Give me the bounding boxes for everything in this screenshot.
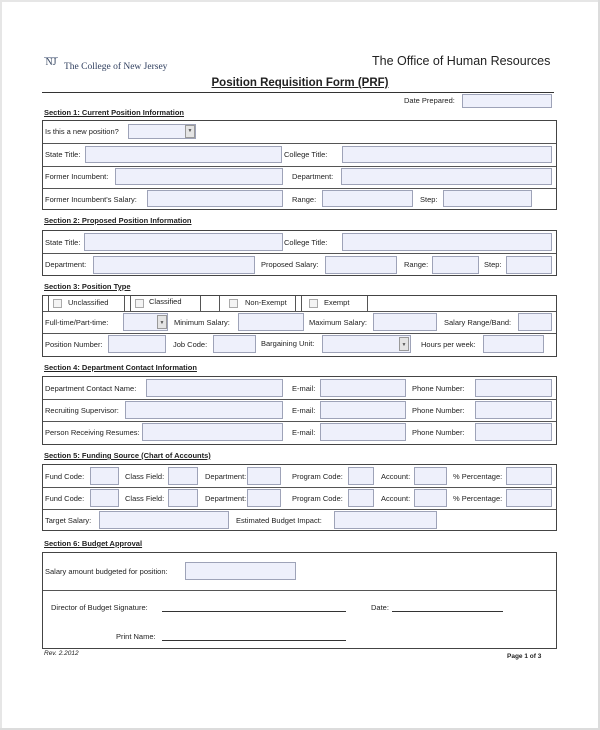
budget-impact-field[interactable] <box>334 511 437 529</box>
cell-divider <box>367 296 368 311</box>
account-label: Account: <box>381 472 411 481</box>
class-field-label: Class Field: <box>125 472 165 481</box>
max-salary-field[interactable] <box>373 313 437 331</box>
print-name-line[interactable] <box>162 640 346 641</box>
resumes-phone-field[interactable] <box>475 423 552 441</box>
account-field[interactable] <box>414 467 447 485</box>
dept-contact-label: Department Contact Name: <box>45 384 137 393</box>
range-field[interactable] <box>322 190 413 207</box>
chevron-down-icon[interactable]: ▼ <box>399 337 409 351</box>
dept-contact-email-field[interactable] <box>320 379 406 397</box>
proposed-state-title-label: State Title: <box>45 238 81 247</box>
account-label-2: Account: <box>381 494 411 503</box>
salary-band-field[interactable] <box>518 313 552 331</box>
section-5-title: Section 5: Funding Source (Chart of Accounts) <box>44 451 211 460</box>
college-title-field[interactable] <box>342 146 552 163</box>
job-code-label: Job Code: <box>173 340 208 349</box>
classified-checkbox[interactable] <box>135 299 144 308</box>
row-divider <box>43 188 556 189</box>
section-1-title: Section 1: Current Position Information <box>44 108 185 117</box>
department-field[interactable] <box>341 168 552 185</box>
proposed-range-label: Range: <box>404 260 429 269</box>
cell-divider <box>124 296 125 311</box>
row-divider <box>43 333 556 334</box>
header-divider <box>42 92 554 93</box>
date-prepared-label: Date Prepared: <box>404 96 455 105</box>
resumes-email-label: E-mail: <box>292 428 316 437</box>
resumes-phone-label: Phone Number: <box>412 428 465 437</box>
non-exempt-label: Non-Exempt <box>245 298 287 307</box>
target-salary-label: Target Salary: <box>45 516 92 525</box>
proposed-department-label: Department: <box>45 260 87 269</box>
min-salary-field[interactable] <box>238 313 304 331</box>
dept-contact-field[interactable] <box>146 379 283 397</box>
fund-department-field-2[interactable] <box>247 489 281 507</box>
college-name: The College of New Jersey <box>64 62 168 72</box>
college-title-label: College Title: <box>284 150 328 159</box>
section-6-title: Section 6: Budget Approval <box>44 539 143 548</box>
classified-label: Classified <box>149 297 182 306</box>
form-title: Position Requisition Form (PRF) <box>211 77 389 89</box>
proposed-college-title-field[interactable] <box>342 233 552 251</box>
class-field-field-2[interactable] <box>168 489 198 507</box>
new-position-label: Is this a new position? <box>45 127 119 136</box>
page-border-top <box>0 0 600 2</box>
row-divider <box>43 399 556 400</box>
date-prepared-field[interactable] <box>462 94 552 108</box>
college-logo-icon: NJ <box>44 57 58 76</box>
non-exempt-checkbox[interactable] <box>229 299 238 308</box>
row-divider <box>43 311 556 312</box>
proposed-step-field[interactable] <box>506 256 552 274</box>
cell-divider <box>295 296 296 311</box>
chevron-down-icon[interactable]: ▼ <box>185 125 195 138</box>
target-salary-field[interactable] <box>99 511 229 529</box>
row-divider <box>43 421 556 422</box>
proposed-salary-label: Proposed Salary: <box>261 260 319 269</box>
cell-divider <box>48 296 49 311</box>
supervisor-phone-field[interactable] <box>475 401 552 419</box>
office-name: The Office of Human Resources <box>372 54 551 68</box>
percentage-label: % Percentage: <box>453 472 503 481</box>
percentage-label-2: % Percentage: <box>453 494 503 503</box>
proposed-step-label: Step: <box>484 260 502 269</box>
account-field-2[interactable] <box>414 489 447 507</box>
print-name-label: Print Name: <box>116 632 156 641</box>
row-divider <box>43 509 556 510</box>
director-signature-line[interactable] <box>162 611 346 612</box>
former-incumbent-label: Former Incumbent: <box>45 172 109 181</box>
section-3-title-text: Section 3: Position Type <box>44 282 131 291</box>
supervisor-email-label: E-mail: <box>292 406 316 415</box>
former-salary-label: Former Incumbent's Salary: <box>45 195 137 204</box>
former-incumbent-field[interactable] <box>115 168 283 185</box>
program-code-field[interactable] <box>348 467 374 485</box>
position-number-label: Position Number: <box>45 340 103 349</box>
fund-code-label-2: Fund Code: <box>45 494 85 503</box>
proposed-salary-field[interactable] <box>325 256 397 274</box>
percentage-field[interactable] <box>506 467 552 485</box>
date-label: Date: <box>371 603 389 612</box>
unclassified-label: Unclassified <box>68 298 109 307</box>
recruiting-supervisor-label: Recruiting Supervisor: <box>45 406 119 415</box>
cell-divider <box>219 296 220 311</box>
hours-label: Hours per week: <box>421 340 476 349</box>
proposed-department-field[interactable] <box>93 256 255 274</box>
step-label: Step: <box>420 195 438 204</box>
program-code-label-2: Program Code: <box>292 494 343 503</box>
max-salary-label: Maximum Salary: <box>309 318 367 327</box>
program-code-label: Program Code: <box>292 472 343 481</box>
cell-divider <box>301 296 302 311</box>
page-number: Page 1 of 3 <box>507 653 542 660</box>
date-line[interactable] <box>392 611 503 612</box>
percentage-field-2[interactable] <box>506 489 552 507</box>
chevron-down-icon[interactable]: ▼ <box>157 315 167 329</box>
proposed-range-field[interactable] <box>432 256 479 274</box>
supervisor-phone-label: Phone Number: <box>412 406 465 415</box>
bargaining-unit-label: Bargaining Unit: <box>261 339 315 348</box>
revision-label: Rev. 2.2012 <box>44 650 79 657</box>
bargaining-unit-dropdown[interactable] <box>322 335 411 353</box>
salary-budgeted-label: Salary amount budgeted for position: <box>45 567 168 576</box>
position-number-field[interactable] <box>108 335 166 353</box>
fund-code-field[interactable] <box>90 467 119 485</box>
proposed-college-title-label: College Title: <box>284 238 328 247</box>
dept-contact-email-label: E-mail: <box>292 384 316 393</box>
row-divider <box>43 166 556 167</box>
exempt-label: Exempt <box>324 298 350 307</box>
resumes-person-field[interactable] <box>142 423 283 441</box>
page-border-left <box>0 0 2 730</box>
program-code-field-2[interactable] <box>348 489 374 507</box>
fulltime-label: Full-time/Part-time: <box>45 318 109 327</box>
job-code-field[interactable] <box>213 335 256 353</box>
class-field-field[interactable] <box>168 467 198 485</box>
director-signature-label: Director of Budget Signature: <box>51 603 148 612</box>
state-title-label: State Title: <box>45 150 81 159</box>
range-label: Range: <box>292 195 317 204</box>
recruiting-supervisor-field[interactable] <box>125 401 283 419</box>
unclassified-checkbox[interactable] <box>53 299 62 308</box>
fund-code-label: Fund Code: <box>45 472 85 481</box>
step-field[interactable] <box>443 190 532 207</box>
fund-department-label-2: Department: <box>205 494 247 503</box>
budget-impact-label: Estimated Budget Impact: <box>236 516 322 525</box>
dept-contact-phone-field[interactable] <box>475 379 552 397</box>
salary-band-label: Salary Range/Band: <box>444 318 512 327</box>
fund-department-label: Department: <box>205 472 247 481</box>
class-field-label-2: Class Field: <box>125 494 165 503</box>
hours-field[interactable] <box>483 335 544 353</box>
salary-budgeted-field[interactable] <box>185 562 296 580</box>
exempt-checkbox[interactable] <box>309 299 318 308</box>
row-divider <box>43 253 556 254</box>
row-divider <box>43 590 556 591</box>
section-3-title <box>44 282 131 291</box>
resumes-person-label: Person Receiving Resumes: <box>45 428 140 437</box>
min-salary-label: Minimum Salary: <box>174 318 230 327</box>
dept-contact-phone-label: Phone Number: <box>412 384 465 393</box>
cell-divider <box>130 296 131 311</box>
row-divider <box>43 487 556 488</box>
former-salary-field[interactable] <box>147 190 283 207</box>
department-label: Department: <box>292 172 334 181</box>
resumes-email-field[interactable] <box>320 423 406 441</box>
row-divider <box>43 143 556 144</box>
fund-code-field-2[interactable] <box>90 489 119 507</box>
fund-department-field[interactable] <box>247 467 281 485</box>
section-2-title: Section 2: Proposed Position Information <box>44 216 192 225</box>
proposed-state-title-field[interactable] <box>84 233 283 251</box>
state-title-field[interactable] <box>85 146 282 163</box>
section-4-title: Section 4: Department Contact Information <box>44 363 197 372</box>
supervisor-email-field[interactable] <box>320 401 406 419</box>
cell-divider <box>200 296 201 311</box>
